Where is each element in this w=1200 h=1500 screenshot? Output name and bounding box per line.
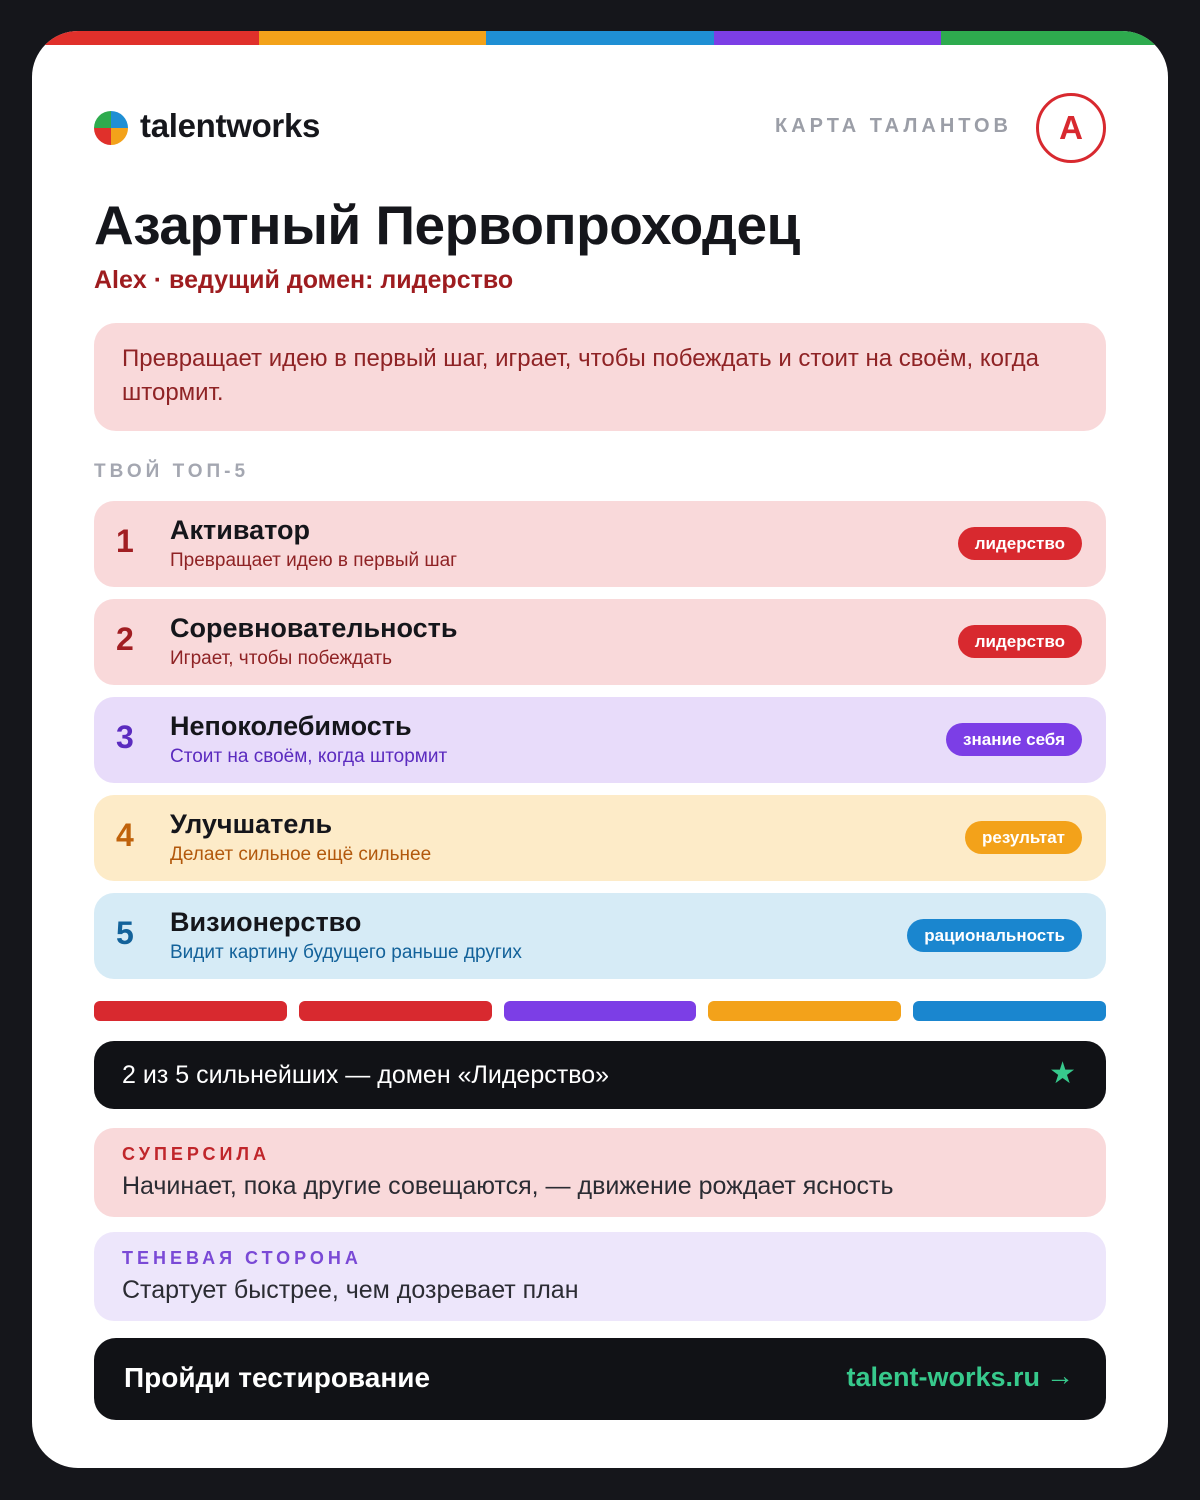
domain-badge: лидерство [958,625,1082,658]
domain-bar [913,1001,1106,1021]
talent-description: Видит картину будущего раньше других [170,942,522,963]
talent-rank: 4 [116,817,134,853]
talent-rank: 3 [116,719,134,755]
talent-name: Улучшатель [170,809,333,839]
domain-badge: рациональность [907,919,1082,952]
talent-item-4 [94,795,1106,881]
map-label: КАРТА ТАЛАНТОВ [775,115,1012,137]
shadow-side-label: ТЕНЕВАЯ СТОРОНА [122,1248,362,1268]
site-link[interactable]: talent-works.ru [846,1362,1040,1392]
domain-bar [504,1001,697,1021]
domain-badge: лидерство [958,527,1082,560]
superpower-label: СУПЕРСИЛА [122,1144,271,1164]
rainbow-segment [941,31,1168,45]
shadow-side-text: Стартует быстрее, чем дозревает план [122,1276,579,1304]
talent-item-3 [94,697,1106,783]
header [94,93,1106,165]
description-box [94,323,1106,431]
rainbow-segment [32,31,259,45]
domain-badge: знание себя [946,723,1082,756]
talent-description: Делает сильное ещё сильнее [170,844,432,865]
page-subtitle: Alex · ведущий домен: лидерство [94,266,514,294]
take-test-button[interactable] [94,1338,1106,1420]
superpower-text: Начинает, пока другие совещаются, — движение рождает ясность [122,1172,894,1200]
talent-item-2 [94,599,1106,685]
domain-bar [94,1001,287,1021]
domain-summary-text: 2 из 5 сильнейших — домен «Лидерство» [122,1061,609,1089]
talent-item-1 [94,501,1106,587]
talent-name: Активатор [170,515,310,545]
talent-card [32,31,1168,1468]
grade-badge: А [1036,93,1106,163]
logo-icon [94,111,128,145]
domain-color-bars [94,1001,1106,1021]
domain-summary-banner [94,1041,1106,1109]
talent-item-5 [94,893,1106,979]
rainbow-segment [486,31,713,45]
rainbow-segment [259,31,486,45]
talent-description: Играет, чтобы побеждать [170,648,393,669]
talent-list [94,501,1106,991]
page-title: Азартный Первопроходец [94,194,800,256]
rainbow-segment [714,31,941,45]
rainbow-stripe [32,31,1168,45]
logo-text: talentworks [140,107,321,144]
talent-description: Превращает идею в первый шаг [170,550,458,571]
domain-bar [708,1001,901,1021]
domain-badge: результат [965,821,1082,854]
top5-label: ТВОЙ ТОП-5 [94,461,250,482]
take-test-label: Пройди тестирование [124,1362,431,1393]
talent-rank: 5 [116,915,134,951]
description-text: Превращает идею в первый шаг, играет, чтобы побеждать и стоит на своём, когда штормит. [122,345,1039,406]
talent-rank: 2 [116,621,134,657]
talent-name: Соревновательность [170,613,458,643]
talent-name: Непоколебимость [170,711,412,741]
superpower-box [94,1128,1106,1217]
talent-rank: 1 [116,523,134,559]
domain-bar [299,1001,492,1021]
star-icon: ★ [1049,1057,1076,1090]
talent-name: Визионерство [170,907,362,937]
arrow-right-icon: → [1046,1360,1074,1391]
shadow-side-box [94,1232,1106,1321]
talent-description: Стоит на своём, когда штормит [170,746,448,767]
